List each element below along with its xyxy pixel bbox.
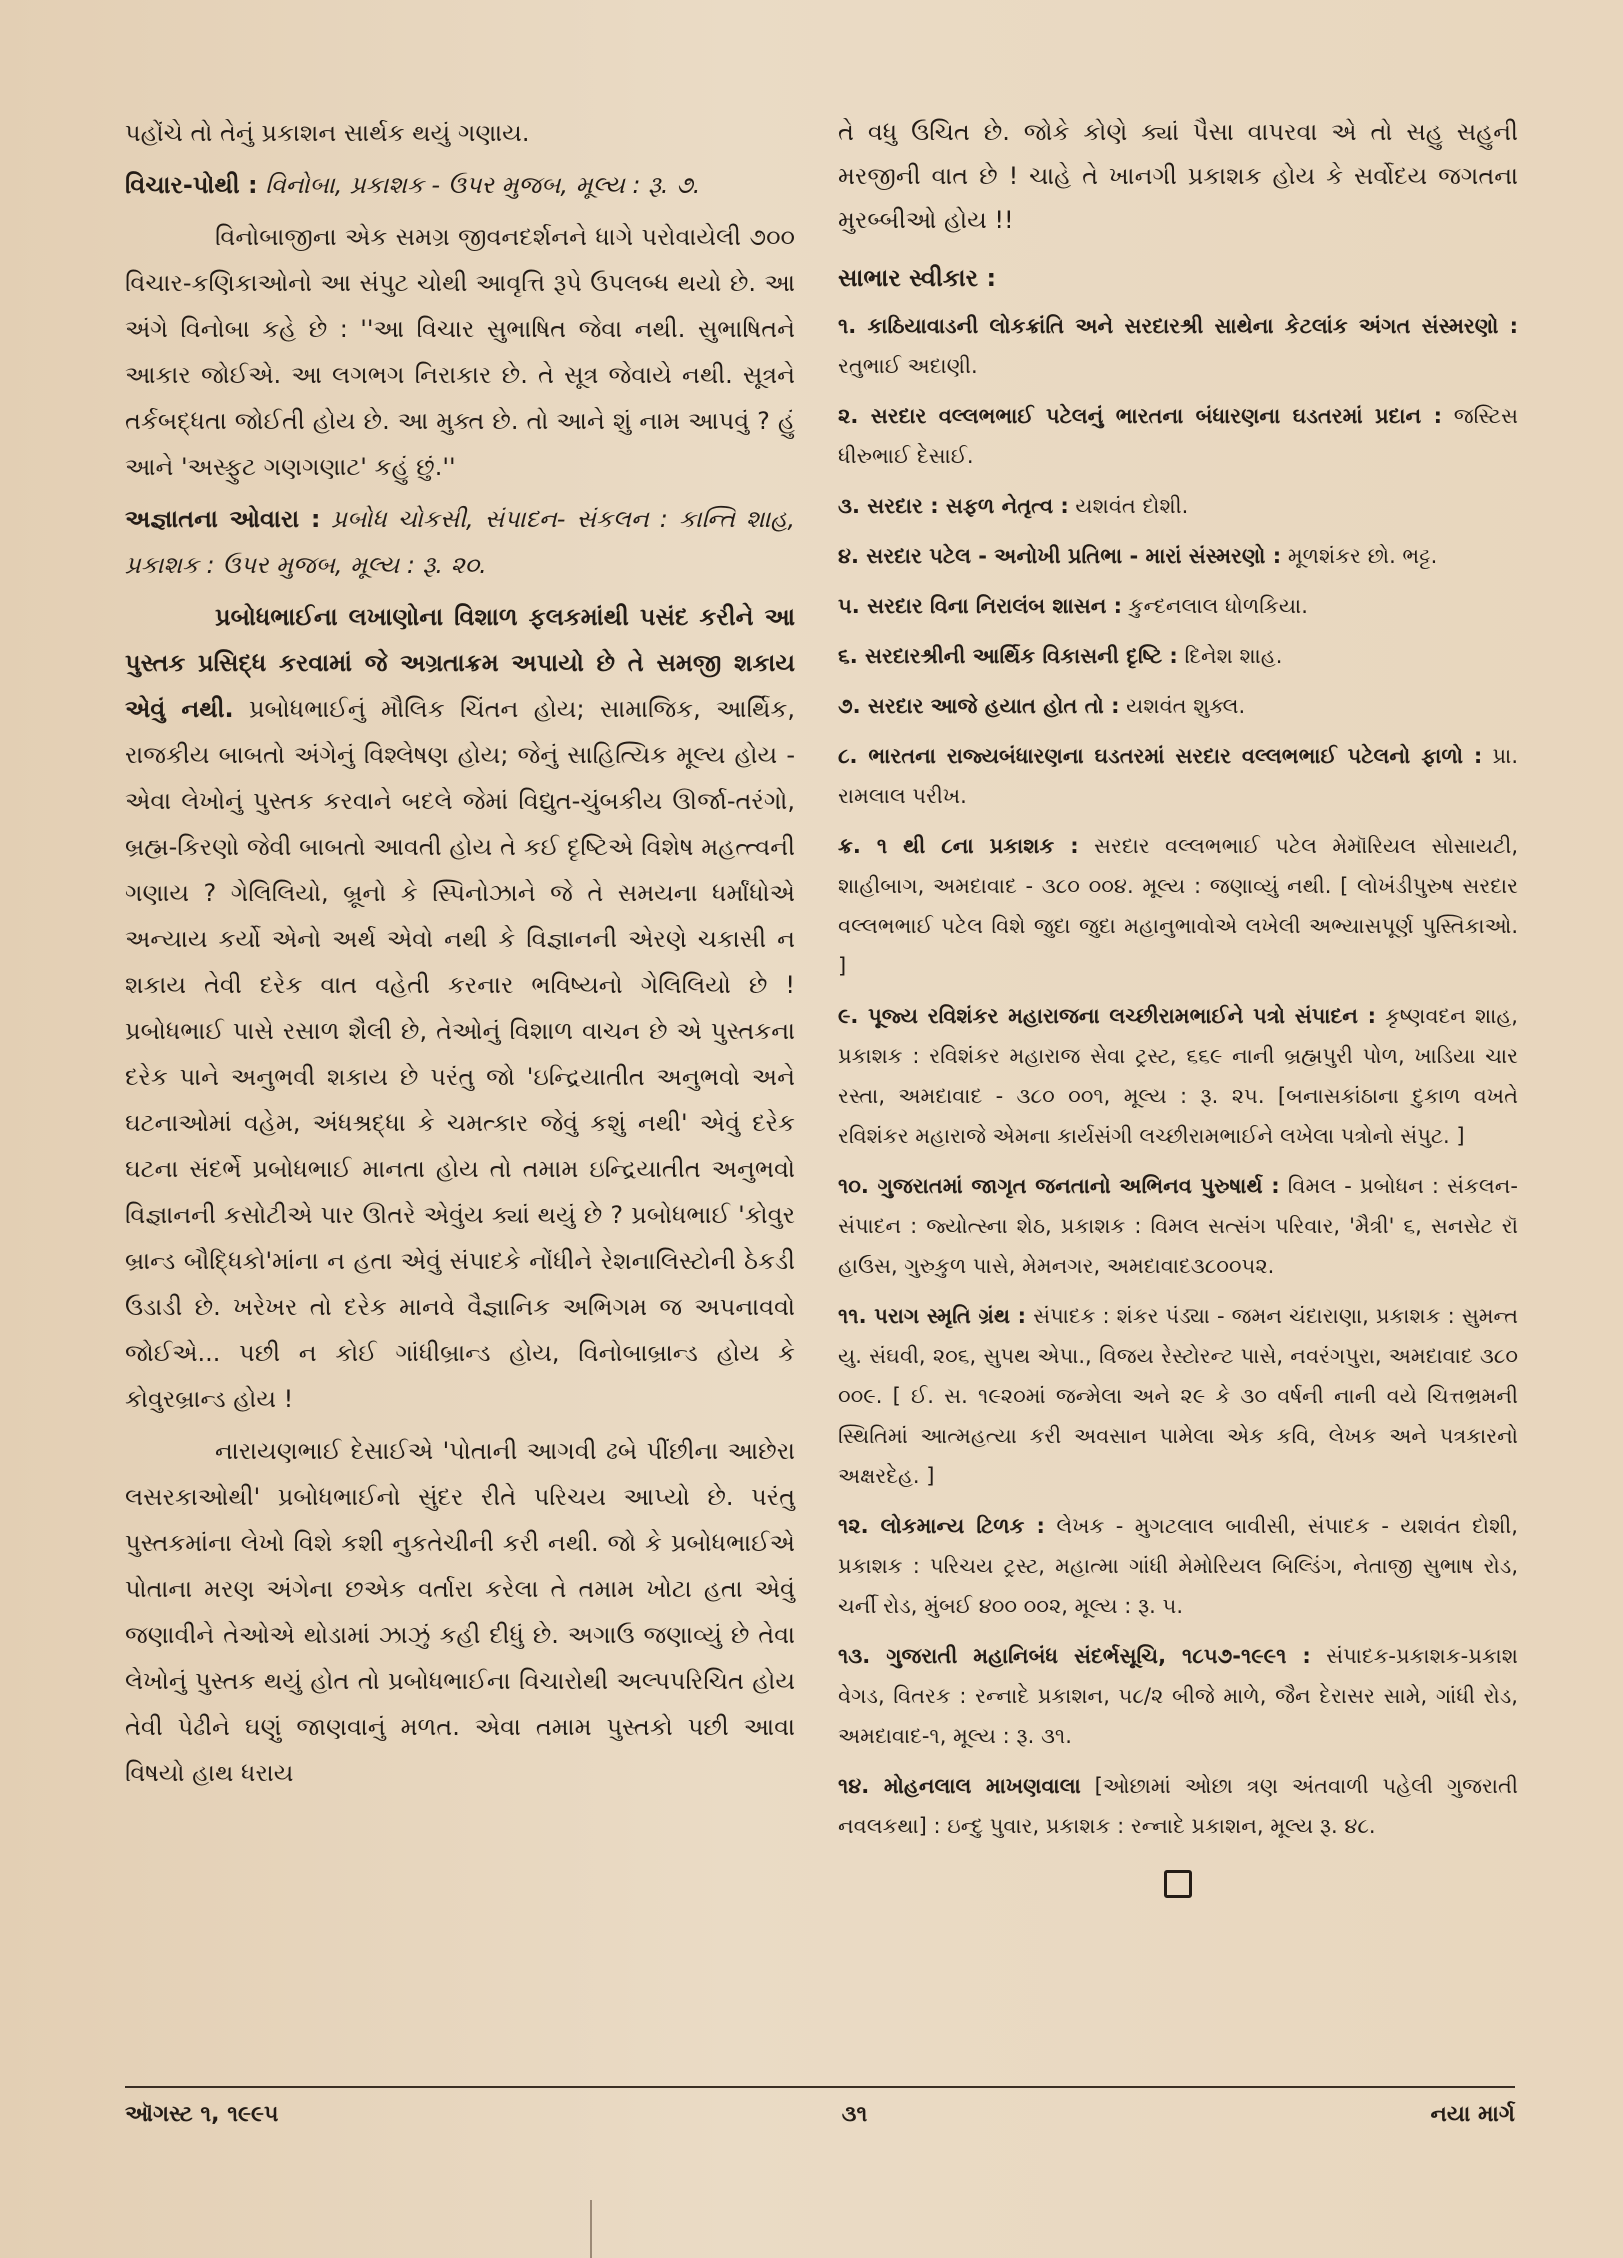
- page-footer: [125, 2086, 1515, 2127]
- review-emphasis: પ્રબોધભાઈના લખાણોના વિશાળ ફલકમાંથી પસંદ કરીને આ પુસ્તક પ્રસિદ્ધ કરવામાં જે અગ્રતાક્રમ અપાયો છે તે સમજી શકાય એવું નથી.: [125, 603, 795, 723]
- acknowledgement-details: દિનેશ શાહ.: [1177, 644, 1283, 668]
- acknowledgement-list: [838, 306, 1518, 1846]
- book-meta: વિનોબા, પ્રકાશક - ઉપર મુજબ, મૂલ્ય : રૂ. ૭.: [265, 171, 701, 199]
- acknowledgement-item: [838, 1766, 1518, 1846]
- acknowledgement-title: ૫. સરદાર વિના નિરાલંબ શાસન :: [838, 594, 1123, 618]
- acknowledgement-item: [838, 396, 1518, 476]
- acknowledgement-title: ૮. ભારતના રાજ્યબંધારણના ઘડતરમાં સરદાર વલ્લભભાઈ પટેલનો ફાળો :: [838, 744, 1483, 768]
- acknowledgement-heading: સાભાર સ્વીકાર :: [838, 264, 997, 292]
- acknowledgement-title: ૧૩. ગુજરાતી મહાનિબંધ સંદર્ભસૂચિ, ૧૮૫૭-૧૯૯૧ :: [838, 1644, 1311, 1668]
- paper-fold-line: [590, 2200, 592, 2258]
- acknowledgement-item: [838, 686, 1518, 726]
- book-entry-vichar-pothi: [125, 162, 795, 208]
- book-title: વિચાર-પોથી :: [125, 171, 258, 199]
- acknowledgement-item: [838, 586, 1518, 626]
- acknowledgement-item: [838, 306, 1518, 386]
- magazine-name: નયા માર્ગ: [1430, 2102, 1515, 2127]
- acknowledgement-title: ૭. સરદાર આજે હયાત હોત તો :: [838, 694, 1120, 718]
- acknowledgement-details: સરદાર વલ્લભભાઈ પટેલ મેમૉરિયલ સોસાયટી, શાહીબાગ, અમદાવાદ - ૩૮૦ ૦૦૪. મૂલ્ય : જણાવ્યું નથી. [ લોખંડીપુરુષ સરદાર વલ્લભભાઈ પટેલ વિશે જુદા જુદા મહાનુભાવોએ લખેલી અભ્યાસપૂર્ણ પુસ્તિકાઓ. ]: [838, 834, 1518, 978]
- acknowledgement-item: [838, 636, 1518, 676]
- acknowledgement-item: [838, 1506, 1518, 1626]
- acknowledgement-details: રતુભાઈ અદાણી.: [838, 354, 978, 378]
- acknowledgement-item: [838, 996, 1518, 1156]
- review-paragraph: વિનોબાજીના એક સમગ્ર જીવનદર્શનને ધાગે પરોવાયેલી ૭૦૦ વિચાર-કણિકાઓનો આ સંપુટ ચોથી આવૃત્તિ રૂપે ઉપલબ્ધ થયો છે. આ અંગે વિનોબા કહે છે : ''આ વિચાર સુભાષિત જેવા નથી. સુભાષિતને આકાર જોઈએ. આ લગભગ નિરાકાર છે. તે સૂત્ર જેવાયે નથી. સૂત્રને તર્કબદ્ધતા જોઈતી હોય છે. આ મુક્ત છે. તો આને શું નામ આપવું ? હું આને 'અસ્ફુટ ગણગણાટ' કહું છું.'': [125, 223, 795, 481]
- acknowledgement-title: ૧૦. ગુજરાતમાં જાગૃત જનતાનો અભિનવ પુરુષાર્થ :: [838, 1174, 1280, 1198]
- acknowledgement-title: ૨. સરદાર વલ્લભભાઈ પટેલનું ભારતના બંધારણના ઘડતરમાં પ્રદાન :: [838, 404, 1442, 428]
- issue-date: ઑગસ્ટ ૧, ૧૯૯૫: [125, 2102, 279, 2127]
- acknowledgement-title: ૧. કાઠિયાવાડની લોકક્રાંતિ અને સરદારશ્રી સાથેના કેટલાંક અંગત સંસ્મરણો :: [838, 314, 1518, 338]
- acknowledgement-details: કુન્દનલાલ ધોળકિયા.: [1122, 594, 1308, 618]
- acknowledgement-title: ક્ર. ૧ થી ૮ના પ્રકાશક :: [838, 834, 1079, 858]
- acknowledgement-details: લેખક - મુગટલાલ બાવીસી, સંપાદક - યશવંત દોશી, પ્રકાશક : પરિચય ટ્રસ્ટ, મહાત્મા ગાંધી મેમોરિયલ બિલ્ડિંગ, નેતાજી સુભાષ રોડ, ચર્ની રોડ, મુંબઈ ૪૦૦ ૦૦૨, મૂલ્ય : રૂ. ૫.: [838, 1514, 1518, 1618]
- paragraph-intro: પહોંચે તો તેનું પ્રકાશન સાર્થક થયું ગણાય.: [125, 119, 530, 147]
- acknowledgement-title: ૩. સરદાર : સફળ નેતૃત્વ :: [838, 494, 1069, 518]
- review-body: પ્રબોધભાઈનું મૌલિક ચિંતન હોય; સામાજિક, આર્થિક, રાજકીય બાબતો અંગેનું વિશ્લેષણ હોય; જેનું સાહિત્યિક મૂલ્ય હોય - એવા લેખોનું પુસ્તક કરવાને બદલે જેમાં વિદ્યુત-ચુંબકીય ઊર્જા-તરંગો, બ્રહ્મ-કિરણો જેવી બાબતો આવતી હોય તે કઈ દૃષ્ટિએ વિશેષ મહત્ત્વની ગણાય ? ગેલિલિયો, બ્રૂનો કે સ્પિનોઝાને જે તે સમયના ધર્માંધોએ અન્યાય કર્યો એનો અર્થ એવો નથી કે વિજ્ઞાનની એરણે ચકાસી ન શકાય તેવી દરેક વાત વહેતી કરનાર ભવિષ્યનો ગેલિલિયો છે ! પ્રબોધભાઈ પાસે રસાળ શૈલી છે, તેઓનું વિશાળ વાચન છે એ પુસ્તકના દરેક પાને અનુભવી શકાય છે પરંતુ જો 'ઇન્દ્રિયાતીત અનુભવો અને ઘટનાઓમાં વહેમ, અંધશ્રદ્ધા કે ચમત્કાર જેવું કશું નથી' એવું દરેક ઘટના સંદર્ભે પ્રબોધભાઈ માનતા હોય તો તમામ ઇન્દ્રિયાતીત અનુભવો વિજ્ઞાનની કસોટીએ પાર ઊતરે એવુંય ક્યાં થયું છે ? પ્રબોધભાઈ 'કોવુર બ્રાન્ડ બૌદ્ધિકો'માંના ન હતા એવું સંપાદકે નોંધીને રેશનાલિસ્ટોની ઠેકડી ઉડાડી છે. ખરેખર તો દરેક માનવે વૈજ્ઞાનિક અભિગમ જ અપનાવવો જોઈએ... પછી ન કોઈ ગાંધીબ્રાન્ડ હોય, વિનોબાબ્રાન્ડ હોય કે કોવુરબ્રાન્ડ હોય !: [125, 695, 795, 1413]
- right-column: [838, 110, 1518, 1898]
- acknowledgement-title: ૬. સરદારશ્રીની આર્થિક વિકાસની દૃષ્ટિ :: [838, 644, 1178, 668]
- acknowledgement-title: ૯. પૂજ્ય રવિશંકર મહારાજના લચ્છીરામભાઈને પત્રો સંપાદન :: [838, 1004, 1377, 1028]
- acknowledgement-details: વિમલ - પ્રબોધન : સંકલન-સંપાદન : જ્યોત્સ્ના શેઠ, પ્રકાશક : વિમલ સત્સંગ પરિવાર, 'મૈત્રી' ૬, સનસેટ રૉ હાઉસ, ગુરુકુળ પાસે, મેમનગર, અમદાવાદ૩૮૦૦૫૨.: [838, 1174, 1518, 1278]
- acknowledgement-item: [838, 1166, 1518, 1286]
- acknowledgement-details: જસ્ટિસ ધીરુભાઈ દેસાઈ.: [838, 404, 1518, 468]
- acknowledgement-details: સંપાદક : શંકર પંડ્યા - જમન ચંદારાણા, પ્રકાશક : સુમન્ત યુ. સંઘવી, ૨૦૬, સુપથ એપા., વિજય રેસ્ટોરન્ટ પાસે, નવરંગપુરા, અમદાવાદ ૩૮૦ ૦૦૯. [ ઈ. સ. ૧૯૨૦માં જન્મેલા અને ૨૯ કે ૩૦ વર્ષની નાની વયે ચિત્તભ્રમની સ્થિતિમાં આત્મહત્યા કરી અવસાન પામેલા એક કવિ, લેખક અને પત્રકારનો અક્ષરદેહ. ]: [838, 1304, 1518, 1488]
- book-meta: પ્રબોધ ચોકસી, સંપાદન- સંકલન : કાન્તિ શાહ, પ્રકાશક : ઉપર મુજબ, મૂલ્ય : રૂ. ૨૦.: [125, 505, 795, 579]
- acknowledgement-title: ૧૪. મોહનલાલ માખણવાલા: [838, 1774, 1081, 1798]
- acknowledgement-title: ૧૨. લોકમાન્ય ટિળક :: [838, 1514, 1045, 1538]
- review-paragraph: [125, 594, 795, 1422]
- acknowledgement-details: યશવંત દોશી.: [1068, 494, 1189, 518]
- acknowledgement-item: [838, 1296, 1518, 1496]
- acknowledgement-details: [ઓછામાં ઓછા ત્રણ અંતવાળી પહેલી ગુજરાતી નવલકથા] : ઇન્દુ પુવાર, પ્રકાશક : રન્નાદે પ્રકાશન, મૂલ્ય રૂ. ૪૮.: [838, 1774, 1518, 1838]
- end-of-article-mark: [1164, 1870, 1192, 1898]
- acknowledgement-details: મૂળશંકર છો. ભટ્ટ.: [1281, 544, 1438, 568]
- review-paragraph: નારાયણભાઈ દેસાઈએ 'પોતાની આગવી ઢબે પીંછીના આછેરા લસરકાઓથી' પ્રબોધભાઈનો સુંદર રીતે પરિચય આપ્યો છે. પરંતુ પુસ્તકમાંના લેખો વિશે કશી નુકતેચીની કરી નથી. જો કે પ્રબોધભાઈએ પોતાના મરણ અંગેના છએક વર્તારા કરેલા તે તમામ ખોટા હતા એવું જણાવીને તેઓએ થોડામાં ઝાઝું કહી દીધું છે. અગાઉ જણાવ્યું છે તેવા લેખોનું પુસ્તક થયું હોત તો પ્રબોધભાઈના વિચારોથી અલ્પપરિચિત હોય તેવી પેઢીને ઘણું જાણવાનું મળત. એવા તમામ પુસ્તકો પછી આવા વિષયો હાથ ધરાય: [125, 1437, 795, 1787]
- acknowledgement-details: યશવંત શુક્લ.: [1119, 694, 1246, 718]
- acknowledgement-item: [838, 736, 1518, 816]
- acknowledgement-title: ૧૧. પરાગ સ્મૃતિ ગ્રંથ :: [838, 1304, 1027, 1328]
- book-entry-agnyatna-ovara: [125, 496, 795, 588]
- acknowledgement-item: [838, 536, 1518, 576]
- review-continuation: તે વધુ ઉચિત છે. જોકે કોણે ક્યાં પૈસા વાપરવા એ તો સહુ સહુની મરજીની વાત છે ! ચાહે તે ખાનગી પ્રકાશક હોય કે સર્વોદય જગતના મુરબ્બીઓ હોય !!: [838, 118, 1518, 234]
- book-title: અજ્ઞાતના ઓવારા :: [125, 505, 321, 533]
- acknowledgement-details: સંપાદક-પ્રકાશક-પ્રકાશ વેગડ, વિતરક : રન્નાદે પ્રકાશન, ૫૮/૨ બીજે માળે, જૈન દેરાસર સામે, ગાંધી રોડ, અમદાવાદ-૧, મૂલ્ય : રૂ. ૩૧.: [838, 1644, 1518, 1748]
- acknowledgement-details: કૃષ્ણવદન શાહ, પ્રકાશક : રવિશંકર મહારાજ સેવા ટ્રસ્ટ, ૬૬૯ નાની બ્રહ્મપુરી પોળ, ખાડિયા ચાર રસ્તા, અમદાવાદ - ૩૮૦ ૦૦૧, મૂલ્ય : રૂ. ૨૫. [બનાસકાંઠાના દુકાળ વખતે રવિશંકર મહારાજે એમના કાર્યસંગી લચ્છીરામભાઈને લખેલા પત્રોનો સંપુટ. ]: [838, 1004, 1518, 1148]
- left-column: [125, 110, 795, 1802]
- acknowledgement-details: પ્રા. રામલાલ પરીખ.: [838, 744, 1519, 808]
- page-number: ૩૧: [841, 2102, 868, 2127]
- acknowledgement-item: [838, 1636, 1518, 1756]
- acknowledgement-item: [838, 826, 1518, 986]
- acknowledgement-item: [838, 486, 1518, 526]
- acknowledgement-title: ૪. સરદાર પટેલ - અનોખી પ્રતિભા - મારાં સંસ્મરણો :: [838, 544, 1282, 568]
